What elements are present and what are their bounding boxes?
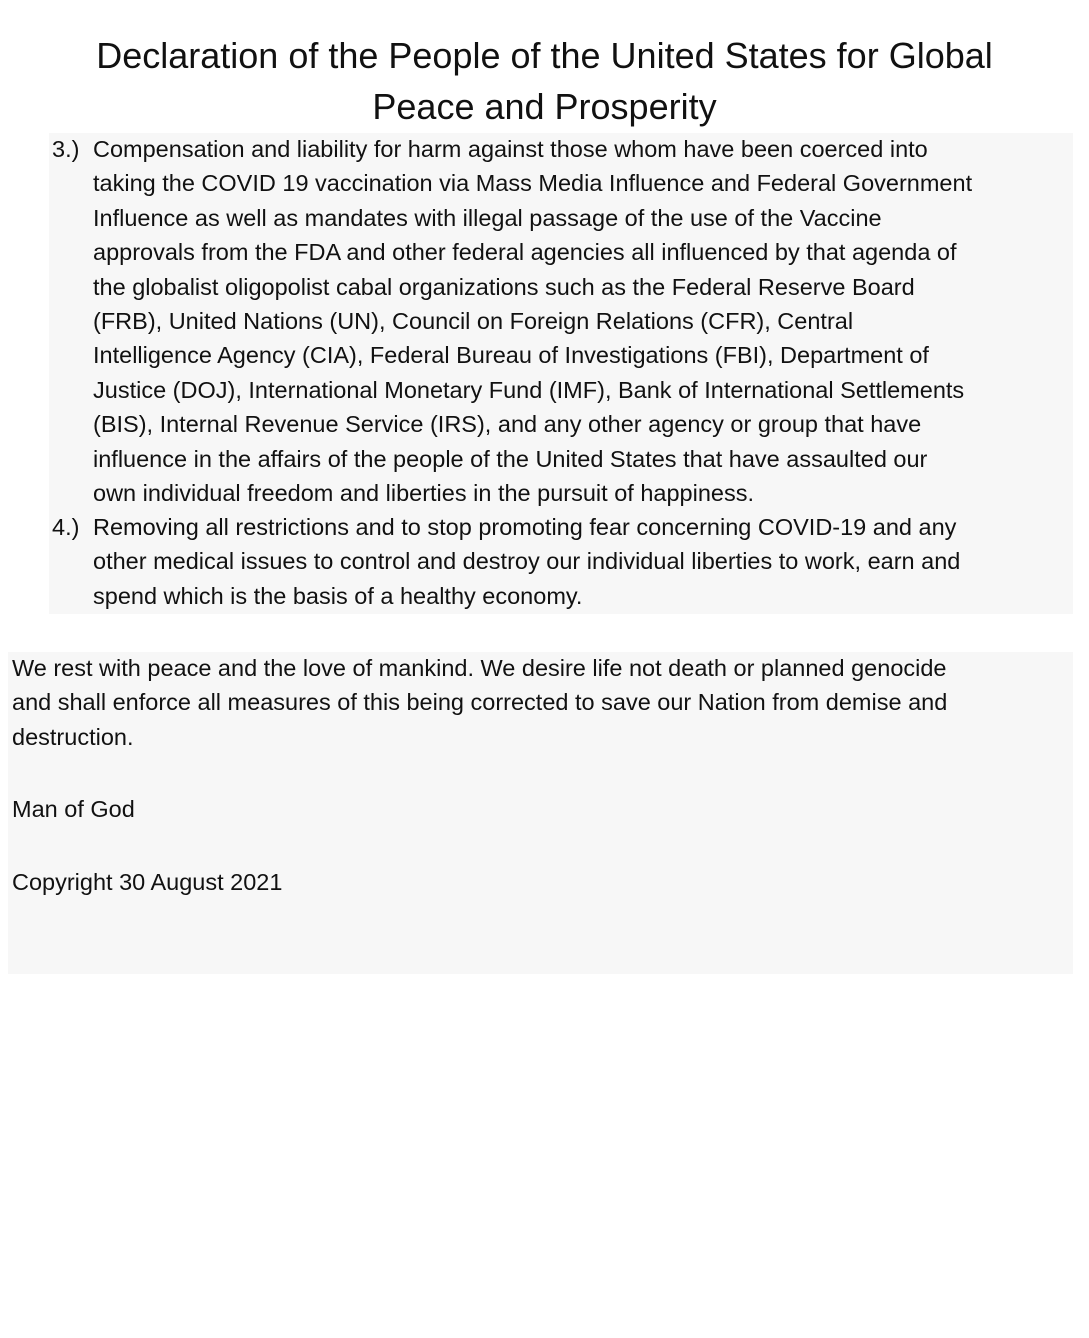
text-line: influence in the affairs of the people of the United States that have assaulted our (93, 445, 928, 472)
title-line-1: Declaration of the People of the United States for Global (96, 35, 993, 76)
text-line: Removing all restrictions and to stop promoting fear concerning COVID-19 and any (93, 514, 957, 540)
list-item-text (93, 132, 1083, 510)
text-line: and shall enforce all measures of this being corrected to save our Nation from demise and (12, 689, 948, 716)
document-title (0, 30, 1089, 132)
list-item-number: 3.) (52, 136, 80, 162)
title-line-2: Peace and Prosperity (372, 86, 717, 127)
text-line: destruction. (12, 723, 134, 750)
copyright-notice: Copyright 30 August 2021 (12, 869, 283, 895)
text-line: approvals from the FDA and other federal agencies all influenced by that agenda of (93, 239, 957, 266)
text-line: other medical issues to control and destroy our individual liberties to work, earn and (93, 548, 961, 575)
text-line: Influence as well as mandates with illegal passage of the use of the Vaccine (93, 204, 882, 231)
text-line: the globalist oligopolist cabal organizations such as the Federal Reserve Board (93, 273, 915, 300)
signature: Man of God (12, 796, 135, 822)
text-line: Justice (DOJ), International Monetary Fund (IMF), Bank of International Settlements (93, 376, 965, 403)
list-item-number: 4.) (52, 514, 80, 540)
list-item-text (93, 510, 1083, 613)
closing-paragraph (12, 651, 1072, 754)
text-line: Compensation and liability for harm against those whom have been coerced into (93, 136, 928, 162)
text-line: spend which is the basis of a healthy economy. (93, 582, 583, 609)
text-line: (FRB), United Nations (UN), Council on Foreign Relations (CFR), Central (93, 308, 854, 335)
text-line: own individual freedom and liberties in the pursuit of happiness. (93, 480, 755, 507)
text-line: Intelligence Agency (CIA), Federal Bureau of Investigations (FBI), Department of (93, 342, 929, 369)
text-line: taking the COVID 19 vaccination via Mass Media Influence and Federal Government (93, 170, 973, 197)
text-line: (BIS), Internal Revenue Service (IRS), and any other agency or group that have (93, 411, 922, 438)
text-line: We rest with peace and the love of mankind. We desire life not death or planned genocide (12, 655, 947, 681)
